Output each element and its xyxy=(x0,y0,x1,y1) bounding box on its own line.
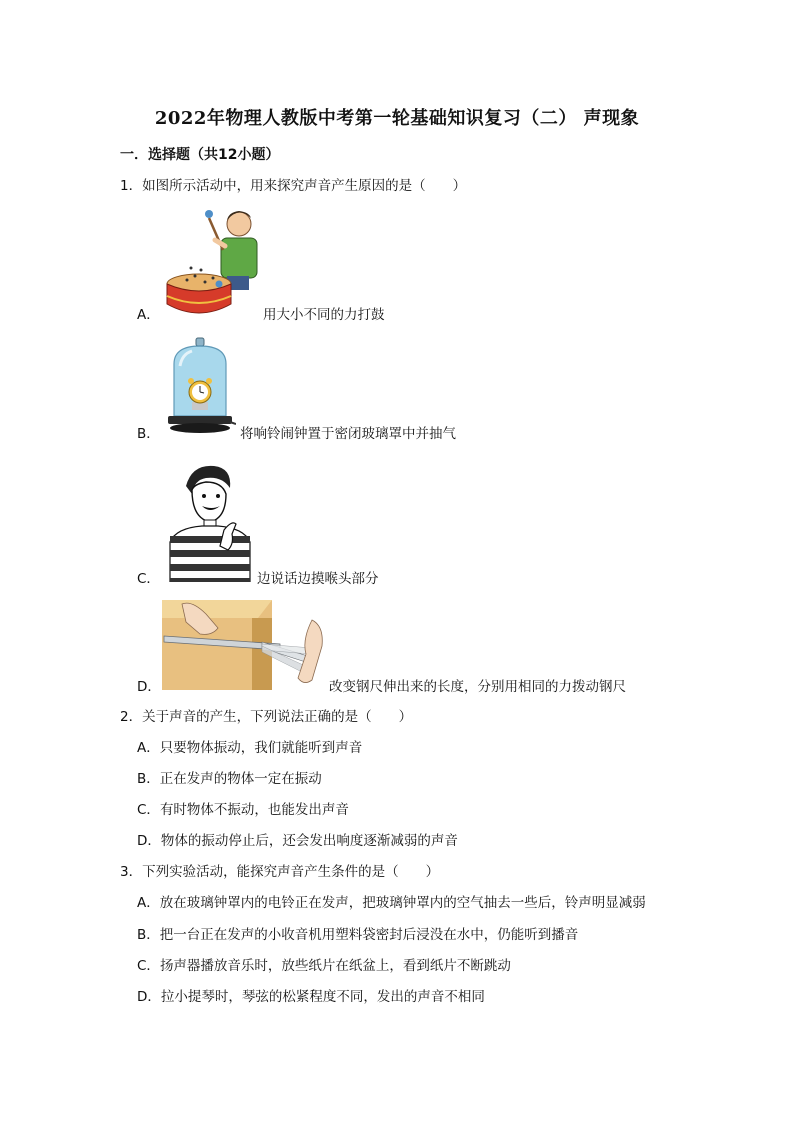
question-1-option-d-text: 改变钢尺伸出来的长度，分别用相同的力拨动钢尺 xyxy=(329,679,626,695)
option-text: 放在玻璃钟罩内的电铃正在发声，把玻璃钟罩内的空气抽去一些后，铃声明显减弱 xyxy=(159,895,646,911)
option-label: D． xyxy=(137,833,161,849)
question-1-stem: 1．如图所示活动中，用来探究声音产生原因的是（ ） xyxy=(120,178,467,194)
bell-jar-illustration xyxy=(164,336,236,436)
option-text: 扬声器播放音乐时，放些纸片在纸盆上，看到纸片不断跳动 xyxy=(159,958,511,974)
option-label: C． xyxy=(137,958,160,974)
drum-illustration xyxy=(165,200,263,318)
option-text: 物体的振动停止后，还会发出响度逐渐减弱的声音 xyxy=(160,833,458,849)
option-label: C． xyxy=(137,802,160,818)
option-text: 有时物体不振动，也能发出声音 xyxy=(159,802,349,818)
question-1-option-d-label: D． xyxy=(137,679,161,695)
option-text: 把一台正在发声的小收音机用塑料袋密封后浸没在水中，仍能听到播音 xyxy=(159,927,579,943)
question-2-option-d xyxy=(137,832,458,850)
option-label: B． xyxy=(137,771,160,787)
ruler-illustration xyxy=(162,600,328,690)
option-label: B． xyxy=(137,927,160,943)
question-2-option-c xyxy=(137,801,349,819)
question-3-option-b xyxy=(137,926,578,944)
question-3-option-d xyxy=(137,988,485,1006)
question-1-option-c-label: C． xyxy=(137,571,160,587)
question-2-option-a xyxy=(137,739,362,757)
section-heading: 一．选择题（共12小题） xyxy=(120,147,280,163)
question-3-option-a xyxy=(137,894,646,912)
question-1-option-b-text: 将响铃闹钟置于密闭玻璃罩中并抽气 xyxy=(240,426,456,442)
question-3-stem: 3．下列实验活动，能探究声音产生条件的是（ ） xyxy=(120,864,440,880)
option-text: 正在发声的物体一定在振动 xyxy=(159,771,322,787)
question-2-stem: 2．关于声音的产生，下列说法正确的是（ ） xyxy=(120,709,413,725)
page-title: 2022年物理人教版中考第一轮基础知识复习（二） 声现象 xyxy=(154,108,640,129)
question-1-option-a-label: A． xyxy=(137,307,160,323)
option-label: A． xyxy=(137,740,160,756)
option-label: D． xyxy=(137,989,161,1005)
question-1-option-a-text: 用大小不同的力打鼓 xyxy=(263,307,385,323)
question-1-option-b-label: B． xyxy=(137,426,160,442)
question-2-option-b xyxy=(137,770,322,788)
option-text: 只要物体振动，我们就能听到声音 xyxy=(159,740,363,756)
throat-illustration xyxy=(162,460,256,582)
option-label: A． xyxy=(137,895,160,911)
option-text: 拉小提琴时，琴弦的松紧程度不同，发出的声音不相同 xyxy=(160,989,485,1005)
question-1-option-c-text: 边说话边摸喉头部分 xyxy=(257,571,379,587)
question-3-option-c xyxy=(137,957,511,975)
